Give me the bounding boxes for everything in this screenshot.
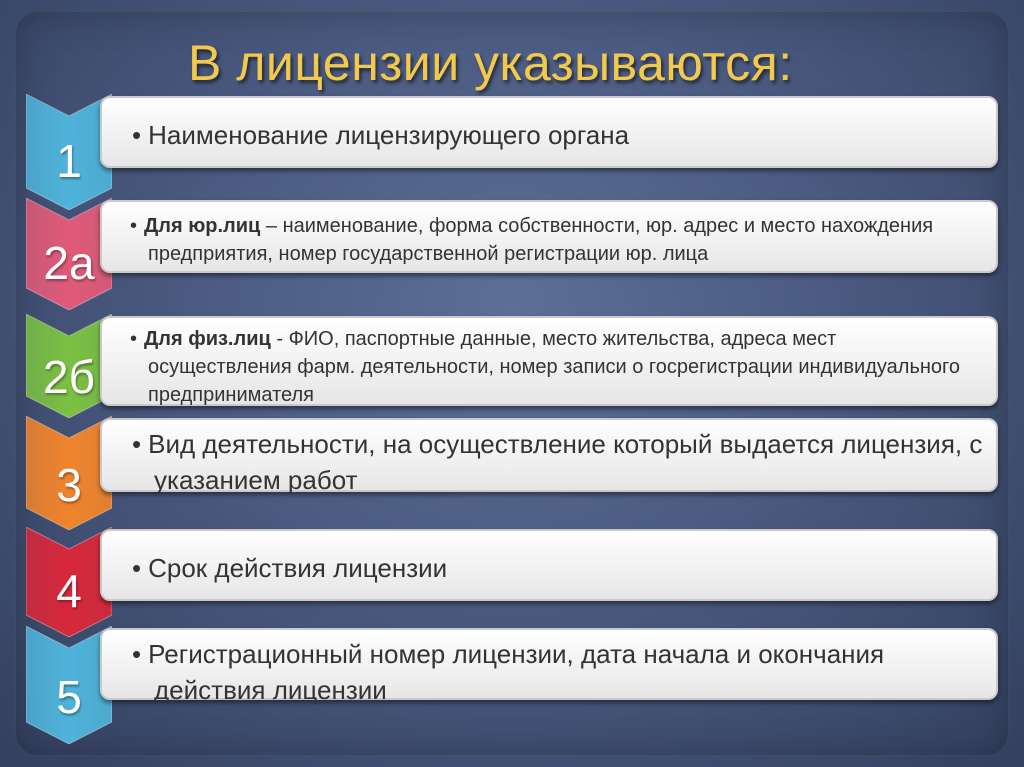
bullet-icon: •: [130, 328, 138, 350]
item-description: Срок действия лицензии: [148, 553, 448, 583]
step-number: 2а: [43, 237, 95, 289]
bullet-icon: •: [130, 215, 138, 237]
bullet-icon: •: [132, 639, 142, 669]
item-text: [132, 531, 984, 585]
step-number: 5: [56, 671, 82, 723]
item-box-6: [100, 628, 998, 705]
bullet-icon: •: [132, 553, 142, 583]
step-number: 4: [56, 565, 82, 617]
item-text: [130, 318, 983, 409]
item-text: [132, 98, 984, 152]
item-description: Наименование лицензирующего органа: [148, 120, 630, 150]
item-text: [130, 202, 983, 268]
item-description: - ФИО, паспортные данные, место жительства, адреса мест осуществления фарм. деятельности, номер записи о госрегистрации индивидуального предпринимателя: [148, 328, 961, 406]
item-box-1: [100, 96, 998, 168]
item-description: Регистрационный номер лицензии, дата начала и окончания действия лицензии: [148, 639, 885, 705]
item-description: Вид деятельности, на осуществление который выдается лицензия, с указанием работ: [148, 429, 983, 495]
item-bold-label: Для физ.лиц: [144, 328, 271, 350]
item-text: [132, 420, 984, 498]
item-text: [132, 630, 984, 708]
item-box-3: [100, 316, 998, 406]
step-number: 2б: [43, 351, 95, 403]
step-number: 1: [56, 135, 82, 187]
item-box-4: [100, 418, 998, 495]
item-description: – наименование, форма собственности, юр. адрес и место нахождения предприятия, номер государственной регистрации юр. лица: [148, 215, 934, 265]
bullet-icon: •: [132, 120, 142, 150]
slide-title: В лицензии указываются:: [188, 35, 793, 91]
bullet-icon: •: [132, 429, 142, 459]
step-number: 3: [56, 459, 82, 511]
item-bold-label: Для юр.лиц: [144, 215, 261, 237]
item-box-5: [100, 529, 998, 601]
item-box-2: [100, 200, 998, 273]
